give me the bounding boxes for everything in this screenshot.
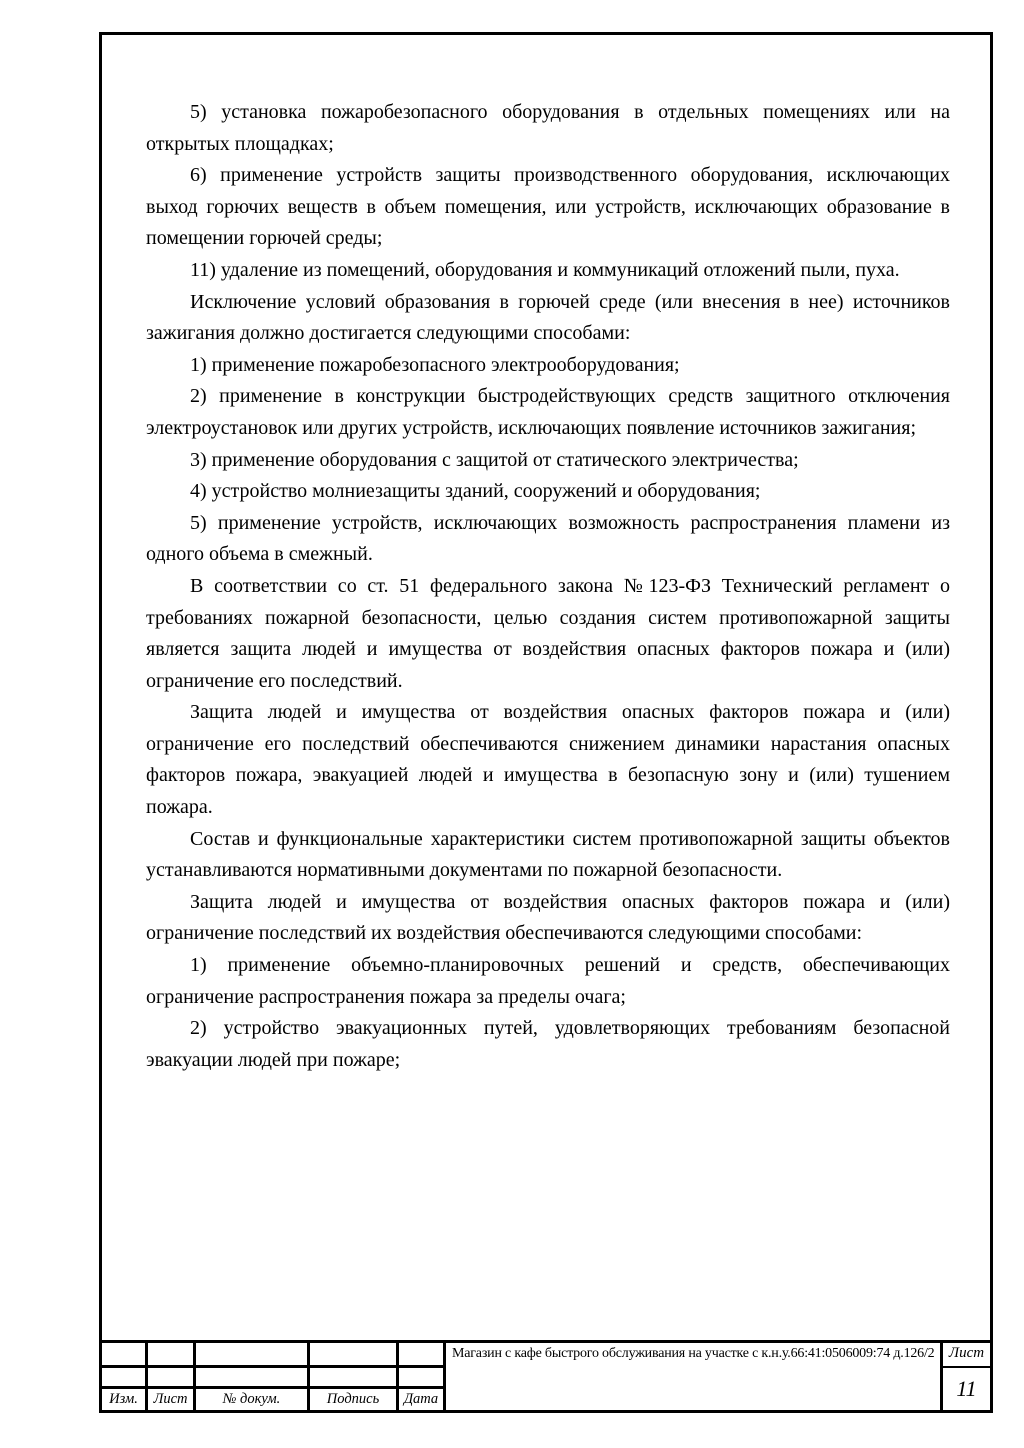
title-block-empty-cell [196,1368,307,1389]
title-block-column-docnum [196,1343,310,1410]
document-body [102,35,990,1076]
title-block [102,1340,990,1410]
title-block-column-izm [102,1343,148,1410]
title-block-column-list [148,1343,196,1410]
title-block-empty-cell [148,1368,193,1389]
title-block-empty-cell [310,1368,396,1389]
sheet-label: Лист [943,1343,990,1368]
paragraph: 2) применение в конструкции быстродействующих средств защитного отключения электроустановок или других устройств, исключающих появление источников зажигания; [146,385,950,439]
paragraph: 2) устройство эвакуационных путей, удовлетворяющих требованиям безопасной эвакуации людей при пожаре; [146,1017,950,1071]
title-block-project-name: Магазин с кафе быстрого обслуживания на участке с к.н.у.66:41:0506009:74 д.126/2 [446,1343,943,1410]
title-block-empty-cell [310,1343,396,1368]
title-block-empty-cell [399,1368,443,1389]
paragraph: 1) применение объемно-планировочных решений и средств, обеспечивающих ограничение распространения пожара за пределы очага; [146,954,950,1008]
paragraph: Исключение условий образования в горючей среде (или внесения в нее) источников зажигания должно достигается следующими способами: [146,290,950,345]
title-block-empty-cell [196,1343,307,1368]
paragraph: 11) удаление из помещений, оборудования и коммуникаций отложений пыли, пуха. [190,258,900,281]
paragraph: 5) применение устройств, исключающих возможность распространения пламени из одного объема в смежный. [146,511,950,566]
title-block-empty-cell [399,1343,443,1368]
paragraph: Состав и функциональные характеристики систем противопожарной защиты объектов устанавливаются нормативными документами по пожарной безопасности. [146,827,950,882]
document-frame [99,32,993,1413]
title-block-empty-cell [148,1343,193,1368]
title-block-column-date [399,1343,446,1410]
title-block-column-label: Дата [403,1390,439,1407]
paragraph: 5) установка пожаробезопасного оборудования в отдельных помещениях или на открытых площадках; [146,101,950,155]
title-block-column-label: Изм. [109,1390,138,1407]
paragraph: 3) применение оборудования с защитой от статического электричества; [190,448,799,471]
title-block-column-signature [310,1343,399,1410]
paragraph: 6) применение устройств защиты производственного оборудования, исключающих выход горючих веществ в объем помещения, или устройств, исключающих образование в помещении горючей среды; [146,164,950,250]
paragraph: 1) применение пожаробезопасного электрооборудования; [190,353,680,376]
paragraph: Защита людей и имущества от воздействия опасных факторов пожара и (или) ограничение его последствий обеспечиваются снижением динамики нарастания опасных факторов пожара, эвакуацией людей и имущества в безопасную зону и (или) тушением пожара. [146,701,950,819]
paragraph: 4) устройство молниезащиты зданий, сооружений и оборудования; [190,480,761,503]
title-block-column-label: Подпись [326,1390,380,1407]
sheet-number: 11 [956,1376,977,1401]
title-block-column-label: Лист [153,1390,188,1407]
paragraph: В соответствии со ст. 51 федерального закона №123-ФЗ Технический регламент о требованиях пожарной безопасности, целью создания систем противопожарной защиты является защита людей и имущества от воздействия опасных факторов пожара и (или) ограничение его последствий. [146,574,950,692]
title-block-empty-cell [102,1343,145,1368]
title-block-column-label: № докум. [222,1390,281,1407]
title-block-sheet-cell [943,1343,990,1410]
title-block-empty-cell [102,1368,145,1389]
paragraph: Защита людей и имущества от воздействия опасных факторов пожара и (или) ограничение последствий их воздействия обеспечиваются следующими способами: [146,890,950,945]
